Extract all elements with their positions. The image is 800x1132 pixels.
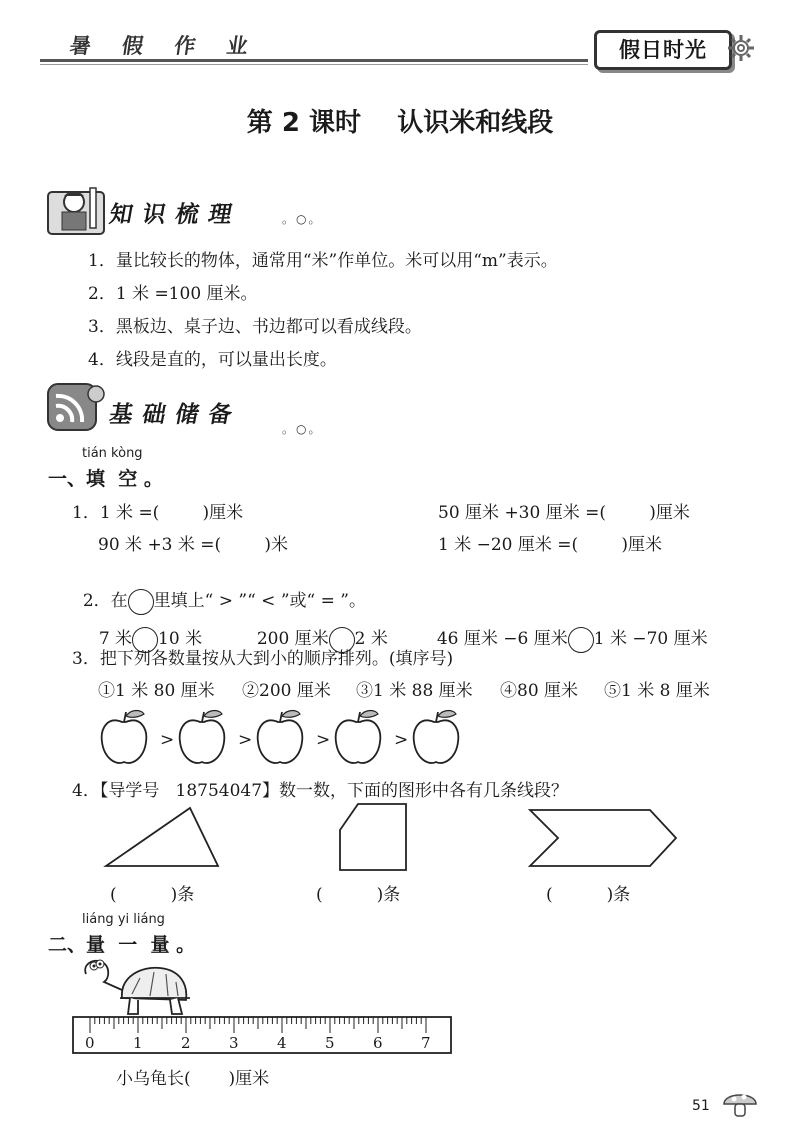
greater-than-sign: > <box>394 730 409 750</box>
q3-option: ⑤1 米 8 厘米 <box>604 681 710 701</box>
greater-than-sign: > <box>238 730 253 750</box>
apple-answer-box[interactable] <box>414 711 459 764</box>
shapes-figure <box>100 800 700 880</box>
ruler-tick-label: 6 <box>373 1034 383 1052</box>
q3-option: ④80 厘米 <box>500 681 579 701</box>
q1-b: 50 厘米 +30 厘米 =( )厘米 <box>438 503 690 523</box>
turtle-illustration <box>80 954 200 1020</box>
pentagon-shape <box>340 804 406 870</box>
ruler-tick-label: 3 <box>229 1034 239 1052</box>
turtle-length-answer[interactable]: 小乌龟长( )厘米 <box>116 1069 270 1089</box>
apple-ordering-row <box>96 706 476 766</box>
header-rule <box>40 59 588 62</box>
teacher-icon <box>46 180 108 240</box>
q2-item-left: 200 厘米 <box>256 629 329 649</box>
lesson-title: 第 2 课时 认识米和线段 <box>246 108 554 138</box>
gear-icon <box>726 33 756 63</box>
part2-heading: 二、量 一 量 。 <box>48 934 196 956</box>
header-title: 暑 假 作 业 <box>68 34 262 58</box>
q2-suffix: 里填上“ > ”“ < ”或“ = ”。 <box>153 591 366 611</box>
pinyin-liangyiliang: liáng yi liáng <box>82 912 165 927</box>
rss-icon <box>46 378 108 438</box>
greater-than-sign: > <box>316 730 331 750</box>
q4-answer[interactable]: ( )条 <box>316 885 401 905</box>
ruler-tick-label: 1 <box>133 1034 143 1052</box>
q3-option: ②200 厘米 <box>242 681 331 701</box>
apple-answer-box[interactable] <box>336 711 381 764</box>
knowledge-item: 2．1 米 =100 厘米。 <box>88 284 258 304</box>
header-rule-thin <box>40 64 588 65</box>
q2-prefix: 2．在 <box>82 591 128 611</box>
q2-item-left: 46 厘米 −6 厘米 <box>436 629 568 649</box>
q2-item-right: 2 米 <box>354 629 388 649</box>
apple-answer-box[interactable] <box>180 711 225 764</box>
ruler-tick-label: 2 <box>181 1034 191 1052</box>
header-badge: 假日时光 <box>594 30 732 70</box>
ruler-tick-label: 0 <box>85 1034 95 1052</box>
triangle-shape <box>106 808 218 866</box>
q2-item-right: 10 米 <box>158 629 203 649</box>
ruler-tick-label: 7 <box>421 1034 431 1052</box>
apple-answer-box[interactable] <box>258 711 303 764</box>
pinyin-tiankong: tián kòng <box>82 446 143 461</box>
page-number: 51 <box>692 1098 710 1114</box>
q4-answer[interactable]: ( )条 <box>546 885 631 905</box>
q2-item-left: 7 米 <box>98 629 133 649</box>
q1-c: 90 米 +3 米 =( )米 <box>98 535 289 555</box>
q3-option: ③1 米 88 厘米 <box>356 681 473 701</box>
chevron-shape <box>530 810 676 866</box>
ruler-tick-label: 4 <box>277 1034 287 1052</box>
greater-than-sign: > <box>160 730 175 750</box>
q4-answer[interactable]: ( )条 <box>110 885 195 905</box>
mushroom-icon <box>722 1086 758 1120</box>
q4-text: 4．【导学号 18754047】数一数，下面的图形中各有几条线段？ <box>72 781 569 801</box>
q3-option: ①1 米 80 厘米 <box>98 681 215 701</box>
q2-item-right: 1 米 −70 厘米 <box>593 629 708 649</box>
knowledge-item: 4．线段是直的，可以量出长度。 <box>88 350 337 370</box>
q3-text: 3．把下列各数量按从大到小的顺序排列。(填序号) <box>72 649 454 669</box>
section-title-basics: 基础储备 <box>107 402 244 428</box>
knowledge-item: 3．黑板边、桌子边、书边都可以看成线段。 <box>88 317 422 337</box>
q1-a: 1．1 米 =( )厘米 <box>72 503 244 523</box>
q1-d: 1 米 −20 厘米 =( )厘米 <box>438 535 663 555</box>
answer-circle[interactable] <box>568 627 594 653</box>
section-dots: 。○。 <box>282 212 323 226</box>
ruler <box>72 1016 454 1056</box>
ruler-tick-label: 5 <box>325 1034 335 1052</box>
part1-heading: 一、填 空 。 <box>48 468 163 490</box>
knowledge-item: 1．量比较长的物体，通常用“米”作单位。米可以用“m”表示。 <box>88 251 558 271</box>
section-title-knowledge: 知识梳理 <box>107 202 244 228</box>
apple-answer-box[interactable] <box>102 711 147 764</box>
section-dots: 。○。 <box>282 422 323 436</box>
q2-item <box>426 604 708 653</box>
